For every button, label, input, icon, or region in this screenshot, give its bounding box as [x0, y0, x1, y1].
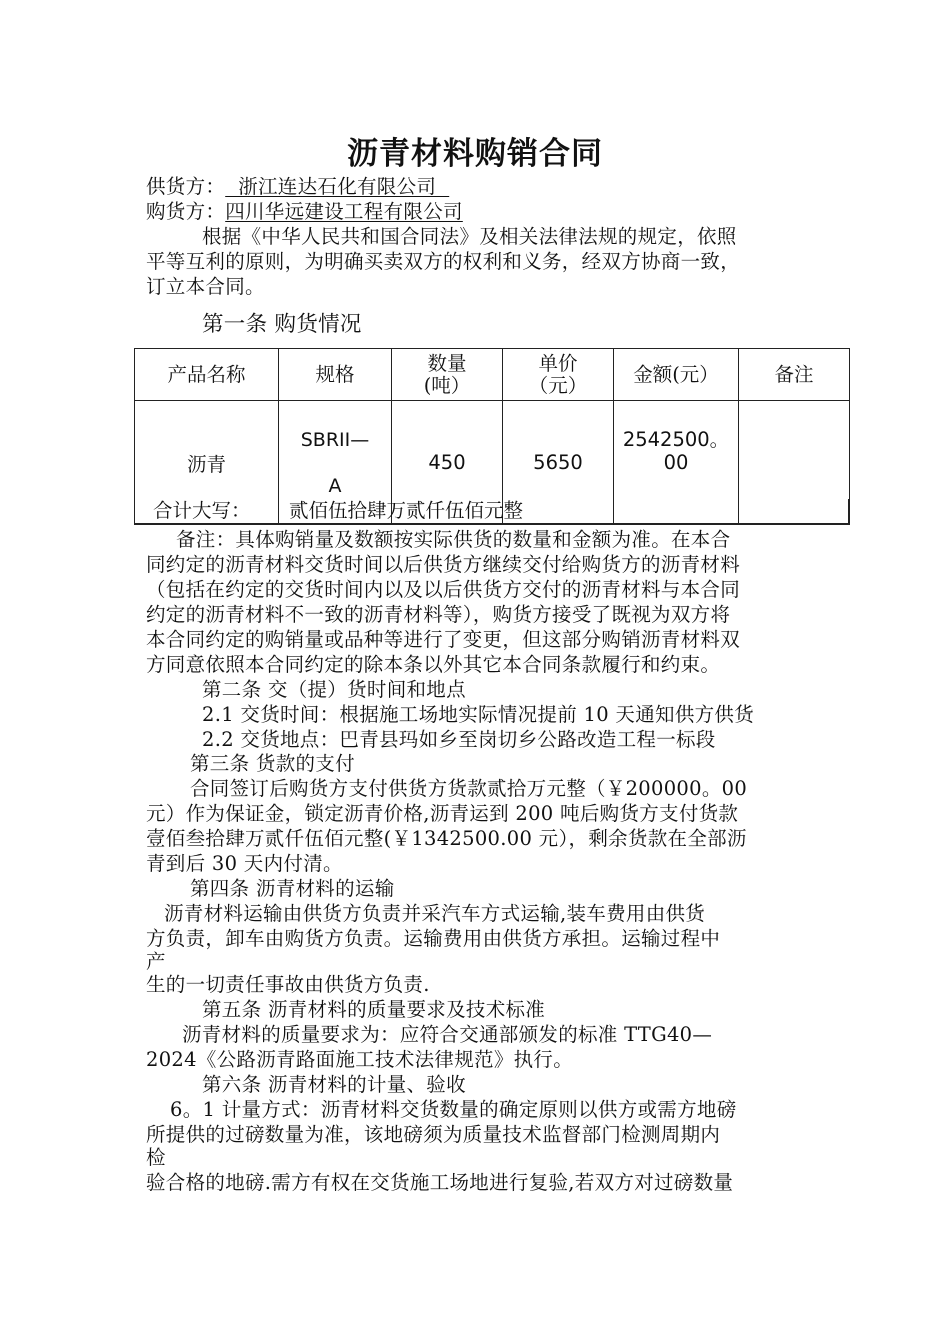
- remark-line: 本合同约定的购销量或品种等进行了变更，但这部分购销沥青材料双: [146, 628, 741, 651]
- article6-line: 所提供的过磅数量为准，该地磅须为质量技术监督部门检测周期内: [146, 1123, 721, 1146]
- article6-title: 第六条 沥青材料的计量、验收: [202, 1073, 466, 1096]
- intro-line: 平等互利的原则，为明确买卖双方的权利和义务，经双方协商一致，: [146, 250, 741, 273]
- remark-line: （包括在约定的交货时间内以及以后供货方交付的沥青材料与本合同: [146, 578, 741, 601]
- buyer-name: 四川华远建设工程有限公司: [225, 200, 463, 223]
- supplier-line: [146, 175, 449, 199]
- header-cell-qty: 数量 (吨）: [392, 349, 503, 401]
- total-label: 合计大写：: [153, 499, 251, 522]
- article4-line: 生的一切责任事故由供货方负责.: [146, 973, 430, 996]
- article4-line: 方负责，卸车由购货方负责。运输费用由供货方承担。运输过程中: [146, 927, 721, 950]
- cell-qty: 450: [392, 401, 503, 525]
- remark-line: 备注：具体购销量及数额按实际供货的数量和金额为准。在本合: [176, 528, 731, 551]
- article5-line: 沥青材料的质量要求为：应符合交通部颁发的标准 TTG40—: [182, 1023, 713, 1046]
- header-cell-price: 单价 （元）: [503, 349, 614, 401]
- header-cell-name: 产品名称: [135, 349, 279, 401]
- remark-line: 方同意依照本合同约定的除本条以外其它本合同条款履行和约束。: [146, 653, 721, 676]
- buyer-label: 购货方：: [146, 200, 226, 223]
- total-value: 贰佰伍拾肆万贰仟伍佰元整: [289, 499, 524, 522]
- header-cell-spec: 规格: [279, 349, 392, 401]
- article6-line: 检: [146, 1146, 166, 1169]
- supplier-label: 供货方：: [146, 175, 226, 198]
- article6-line: 验合格的地磅.需方有权在交货施工场地进行复验,若双方对过磅数量: [146, 1171, 734, 1194]
- article1-title: 第一条 购货情况: [202, 312, 362, 337]
- article4-line: 产: [146, 950, 166, 973]
- article6-line: 6。1 计量方式：沥青材料交货数量的确定原则以供方或需方地磅: [170, 1098, 737, 1121]
- header-cell-note: 备注: [739, 349, 850, 401]
- article3-line: 合同签订后购货方支付供货方货款贰拾万元整（￥200000。00: [190, 777, 748, 800]
- table-header-row: [135, 349, 850, 401]
- buyer-line: [146, 200, 463, 224]
- article3-line: 元）作为保证金，锁定沥青价格,沥青运到 200 吨后购货方支付货款: [146, 802, 739, 825]
- total-row: [134, 499, 849, 524]
- article5-title: 第五条 沥青材料的质量要求及技术标准: [202, 998, 546, 1021]
- spec-line2: A: [328, 474, 342, 497]
- article2-item: 2.2 交货地点：巴青县玛如乡至岗切乡公路改造工程一标段: [202, 728, 716, 751]
- header-cell-amount: 金额(元）: [614, 349, 739, 401]
- document-title: 沥青材料购销合同: [347, 136, 603, 172]
- amount-line2: 00: [663, 451, 689, 474]
- article5-line: 2024《公路沥青路面施工技术法律规范》执行。: [146, 1048, 574, 1071]
- supplier-name: 浙江连达石化有限公司: [225, 175, 450, 198]
- article2-item: 2.1 交货时间：根据施工场地实际情况提前 10 天通知供方供货: [202, 703, 755, 726]
- intro-line: 订立本合同。: [146, 275, 265, 298]
- article2-title: 第二条 交（提）货时间和地点: [202, 678, 466, 701]
- article3-title: 第三条 货款的支付: [190, 752, 355, 775]
- spec-line1: SBRII—: [300, 428, 370, 451]
- amount-line1: 2542500。: [622, 428, 730, 451]
- article3-line: 青到后 30 天内付清。: [146, 852, 343, 875]
- cell-price: 5650: [503, 401, 614, 525]
- article4-line: 沥青材料运输由供货方负责并采汽车方式运输,装车费用由供货: [164, 902, 706, 925]
- article4-title: 第四条 沥青材料的运输: [190, 877, 395, 900]
- intro-line: 根据《中华人民共和国合同法》及相关法律法规的规定，依照: [202, 225, 737, 248]
- article3-line: 壹佰叁拾肆万贰仟伍佰元整(￥1342500.00 元），剩余货款在全部沥: [146, 827, 747, 850]
- cell-product-name: 沥青: [135, 401, 279, 525]
- remark-line: 同约定的沥青材料交货时间以后供货方继续交付给购货方的沥青材料: [146, 553, 741, 576]
- remark-line: 约定的沥青材料不一致的沥青材料等），购货方接受了既视为双方将: [146, 603, 731, 626]
